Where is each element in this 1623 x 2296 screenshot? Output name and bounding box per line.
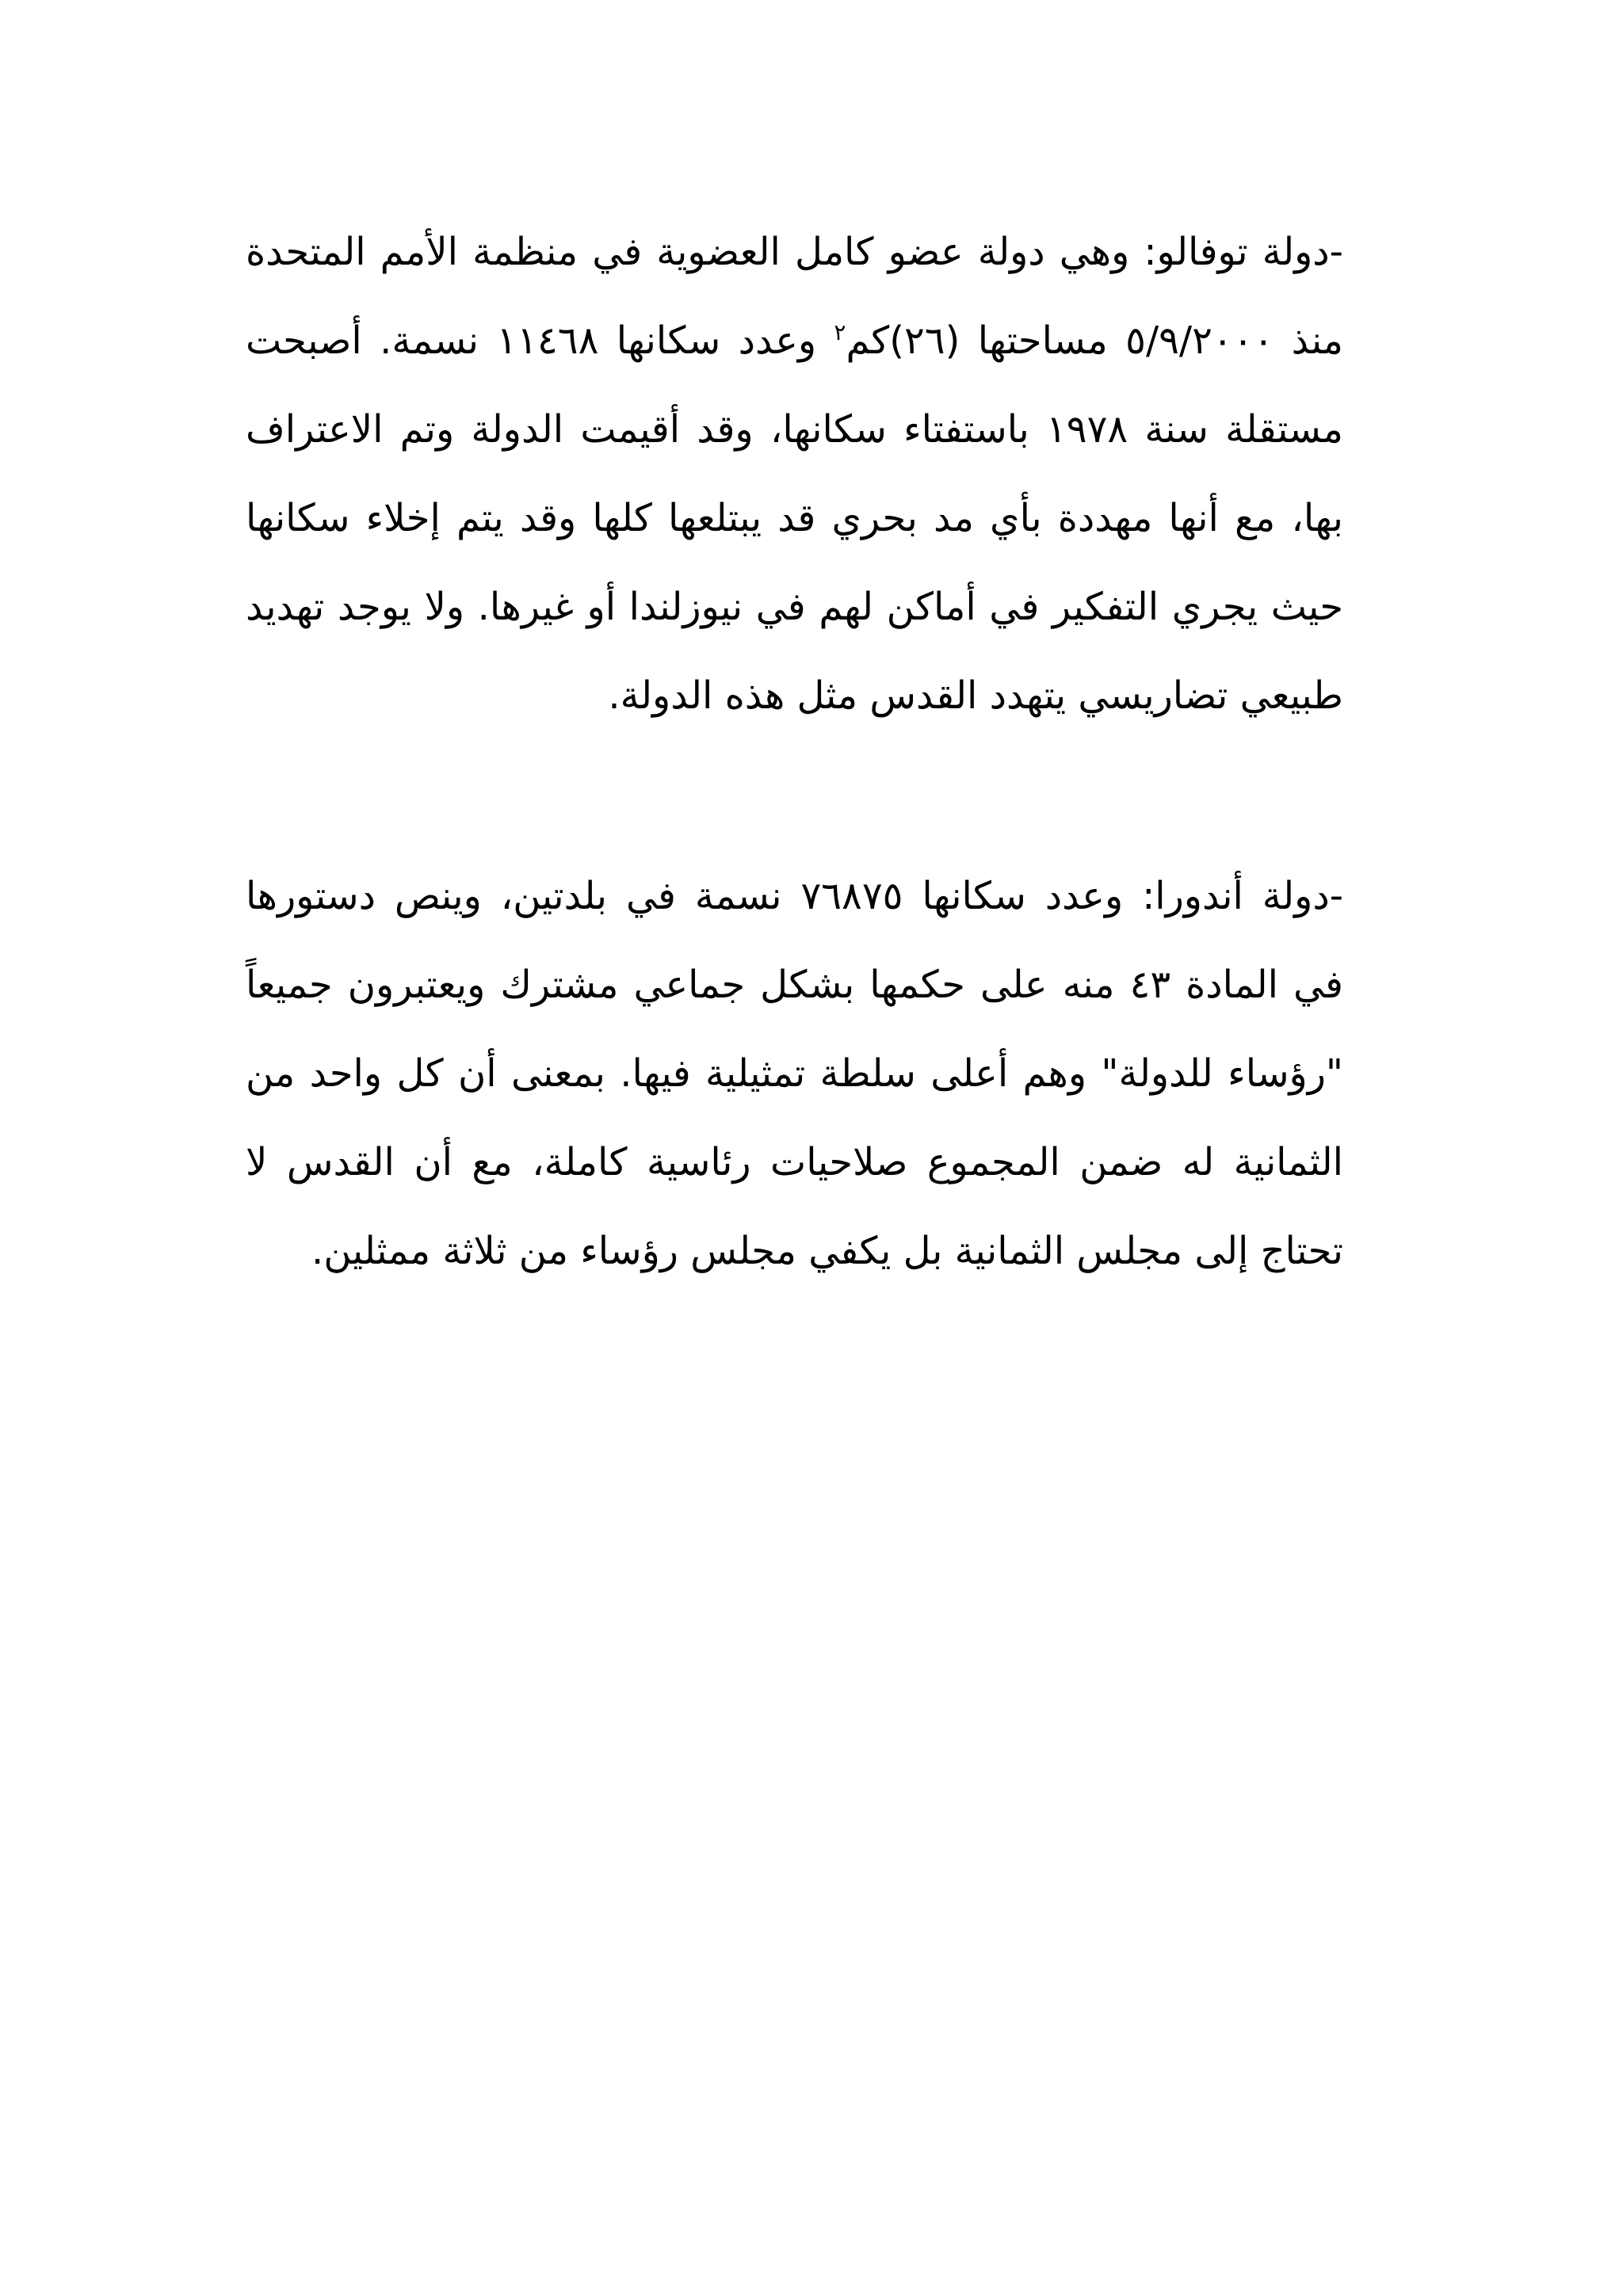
paragraph-andorra [246,852,1343,1295]
superscript-square: ٢ [834,319,846,345]
paragraph-text-part-2: وعدد سكانها ١١٤٦٨ نسمة. أصبحت مستقلة سنة ١٩٧٨ باستفتاء سكانها، وقد أقيمت الدولة وتم الاعتراف بها، مع أنها مهددة بأي مد بحري قد يبتلعها كلها وقد يتم إخلاء سكانها حيث يجري التفكير في أماكن لهم في نيوزلندا أو غيرها. ولا يوجد تهديد طبيعي تضاريسي يتهدد القدس مثل هذه الدولة. [246,318,1344,718]
paragraph-text [246,208,1343,740]
paragraph-text-part-1: -دولة توفالو: وهي دولة عضو كامل العضوية في منظمة الأمم المتحدة منذ ٥/٩/٢٠٠٠ مساحتها (٢٦)كم [246,230,1343,363]
paragraph-text: -دولة أندورا: وعدد سكانها ٧٦٨٧٥ نسمة في بلدتين، وينص دستورها في المادة ٤٣ منه على حكمها بشكل جماعي مشترك ويعتبرون جميعاً "رؤساء للدولة" وهم أعلى سلطة تمثيلية فيها. بمعنى أن كل واحد من الثمانية له ضمن المجموع صلاحيات رئاسية كاملة، مع أن القدس لا تحتاج إلى مجلس الثمانية بل يكفي مجلس رؤساء من ثلاثة ممثلين. [246,874,1344,1273]
paragraph-tuvalu [246,208,1343,740]
